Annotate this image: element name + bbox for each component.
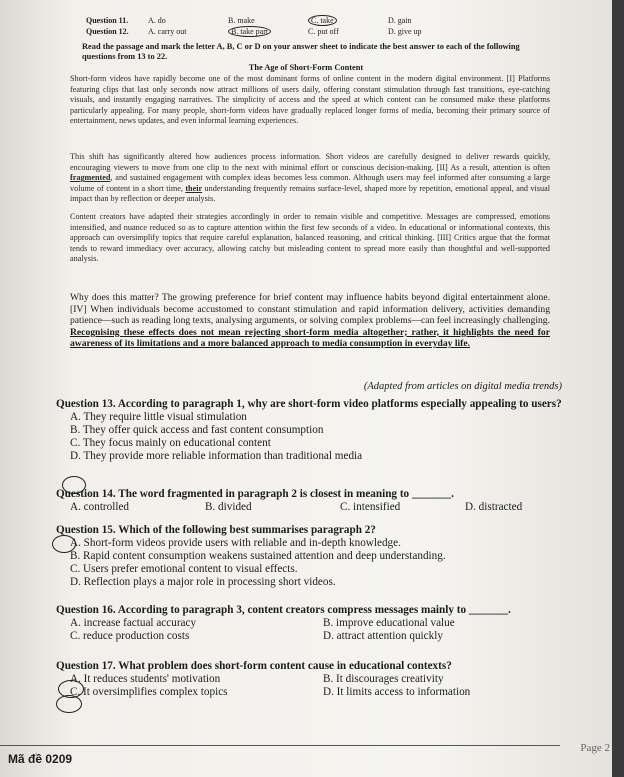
option-c: C. It oversimplifies complex topics (70, 686, 228, 698)
answer-circle-15 (52, 535, 76, 553)
option-c: C. intensified (340, 501, 401, 513)
underlined-word-fragmented: fragmented (70, 173, 111, 183)
circled-answer: B. take part (228, 26, 271, 37)
underlined-sentence: Recognising these effects does not mean rejecting short-form media altogether; rather, it highlights the need for awareness of its limitations and a more balanced approach to media consumption in everyday life. (70, 326, 550, 350)
paragraph-2: This shift has significantly altered how audiences process information. Short videos are carefully designed to deliver rewards quickly, encouraging viewers to move from one clip to the next with minimal effort or conscious decision-making. [II] As a result, attention is often fragmented, and sustained engagement with complex ideas becomes less common. Although users may feel informed after consuming a large volume of content in a short time, their understanding frequently remains surface-level, shaped more by repetition, emotional appeal, and visual impact than by reflection or deeper analysis. (70, 152, 550, 204)
answer-circle-13 (62, 476, 86, 494)
option-c: C. Users prefer emotional content to visual effects. (70, 563, 298, 575)
option-d: D. attract attention quickly (323, 630, 443, 642)
option-a: A. It reduces students' motivation (70, 673, 221, 685)
question-11-row: Question 11. A. do B. make C. take D. gain (86, 16, 412, 25)
page-edge (612, 0, 624, 777)
question-stem: Question 15. Which of the following best summarises paragraph 2? (56, 524, 376, 536)
passage-title: The Age of Short-Form Content (248, 63, 364, 72)
option-d: D. Reflection plays a major role in processing short videos. (70, 576, 336, 588)
reading-instruction: Read the passage and mark the letter A, B, C or D on your answer sheet to indicate the best answer to each of the following questions from 13 to 22. (82, 42, 520, 61)
question-16 (56, 604, 576, 643)
question-15 (56, 524, 576, 589)
circled-answer: C. take (308, 15, 337, 26)
option-d: D. It limits access to information (323, 686, 471, 698)
option-b: B. Rapid content consumption weakens sustained attention and deep understanding. (70, 550, 446, 562)
option-c: C. They focus mainly on educational content (70, 437, 271, 449)
question-stem: Question 16. According to paragraph 3, content creators compress messages mainly to _______. (56, 604, 511, 616)
answer-circle-17c (56, 695, 82, 713)
footer-divider (0, 745, 560, 746)
exam-code: Mã đề 0209 (8, 752, 73, 766)
option-b: B. They offer quick access and fast content consumption (70, 424, 324, 436)
option-a: A. Short-form videos provide users with reliable and in-depth knowledge. (70, 537, 401, 549)
option-a: A. They require little visual stimulation (70, 411, 247, 423)
question-13 (56, 398, 576, 463)
option-a: A. increase factual accuracy (70, 617, 197, 629)
paragraph-1: Short-form videos have rapidly become one of the most dominant forms of online content in the modern digital environment. [I] Platforms featuring clips that last only seconds now attract millions of users daily, offering constant stimulation through fast transitions, eye-catching visuals, and instantly engaging narratives. The simplicity of access and the speed at which content can be consumed make these platforms particularly appealing. For many people, short-form videos have gradually replaced longer forms of media, becoming their primary source of entertainment, news updates, and even informal learning experiences. (70, 74, 550, 126)
passage-source: (Adapted from articles on digital media trends) (363, 381, 562, 392)
question-17 (56, 660, 576, 699)
option-a: A. controlled (70, 501, 130, 513)
previous-questions (86, 15, 506, 37)
question-stem: Question 13. According to paragraph 1, why are short-form video platforms especially appealing to users? (56, 398, 562, 410)
question-stem: Question 17. What problem does short-form content cause in educational contexts? (56, 660, 452, 672)
option-b: B. It discourages creativity (323, 673, 444, 685)
option-b: B. divided (205, 501, 252, 513)
paragraph-3: Content creators have adapted their strategies accordingly in order to remain visible and competitive. Messages are compressed, emotions intensified, and nuance reduced so as to capture attention within the first few seconds of a video. In educational or informational contexts, this approach can oversimplify topics that require careful explanation, balanced reasoning, and critical thinking. [III] Critics argue that the format tends to reward immediacy over accuracy, allowing catchy but misleading content to spread more easily than thoughtful and well-supported analysis. (70, 212, 550, 264)
paragraph-4: Why does this matter? The growing preference for brief content may influence habits beyond digital entertainment alone. [IV] When individuals become accustomed to constant stimulation and rapid information delivery, activities demanding patience—such as reading long texts, analysing arguments, or solving complex problems—can feel increasingly challenging. Recognising these effects does not mean rejecting short-form media altogether; rather, it highlights the need for awareness of its limitations and a more balanced approach to media consumption in everyday life. (70, 292, 550, 350)
question-stem: Question 14. The word fragmented in paragraph 2 is closest in meaning to _______. (56, 488, 454, 500)
option-c: C. reduce production costs (70, 630, 190, 642)
option-b: B. improve educational value (323, 617, 455, 629)
question-12-row: Question 12. A. carry out B. take part C. put off D. give up (86, 27, 422, 36)
page-number: Page 2 (580, 742, 610, 754)
option-d: D. They provide more reliable information than traditional media (70, 450, 363, 462)
question-14 (56, 488, 576, 514)
option-d: D. distracted (465, 501, 523, 513)
underlined-word-their: their (185, 183, 203, 193)
